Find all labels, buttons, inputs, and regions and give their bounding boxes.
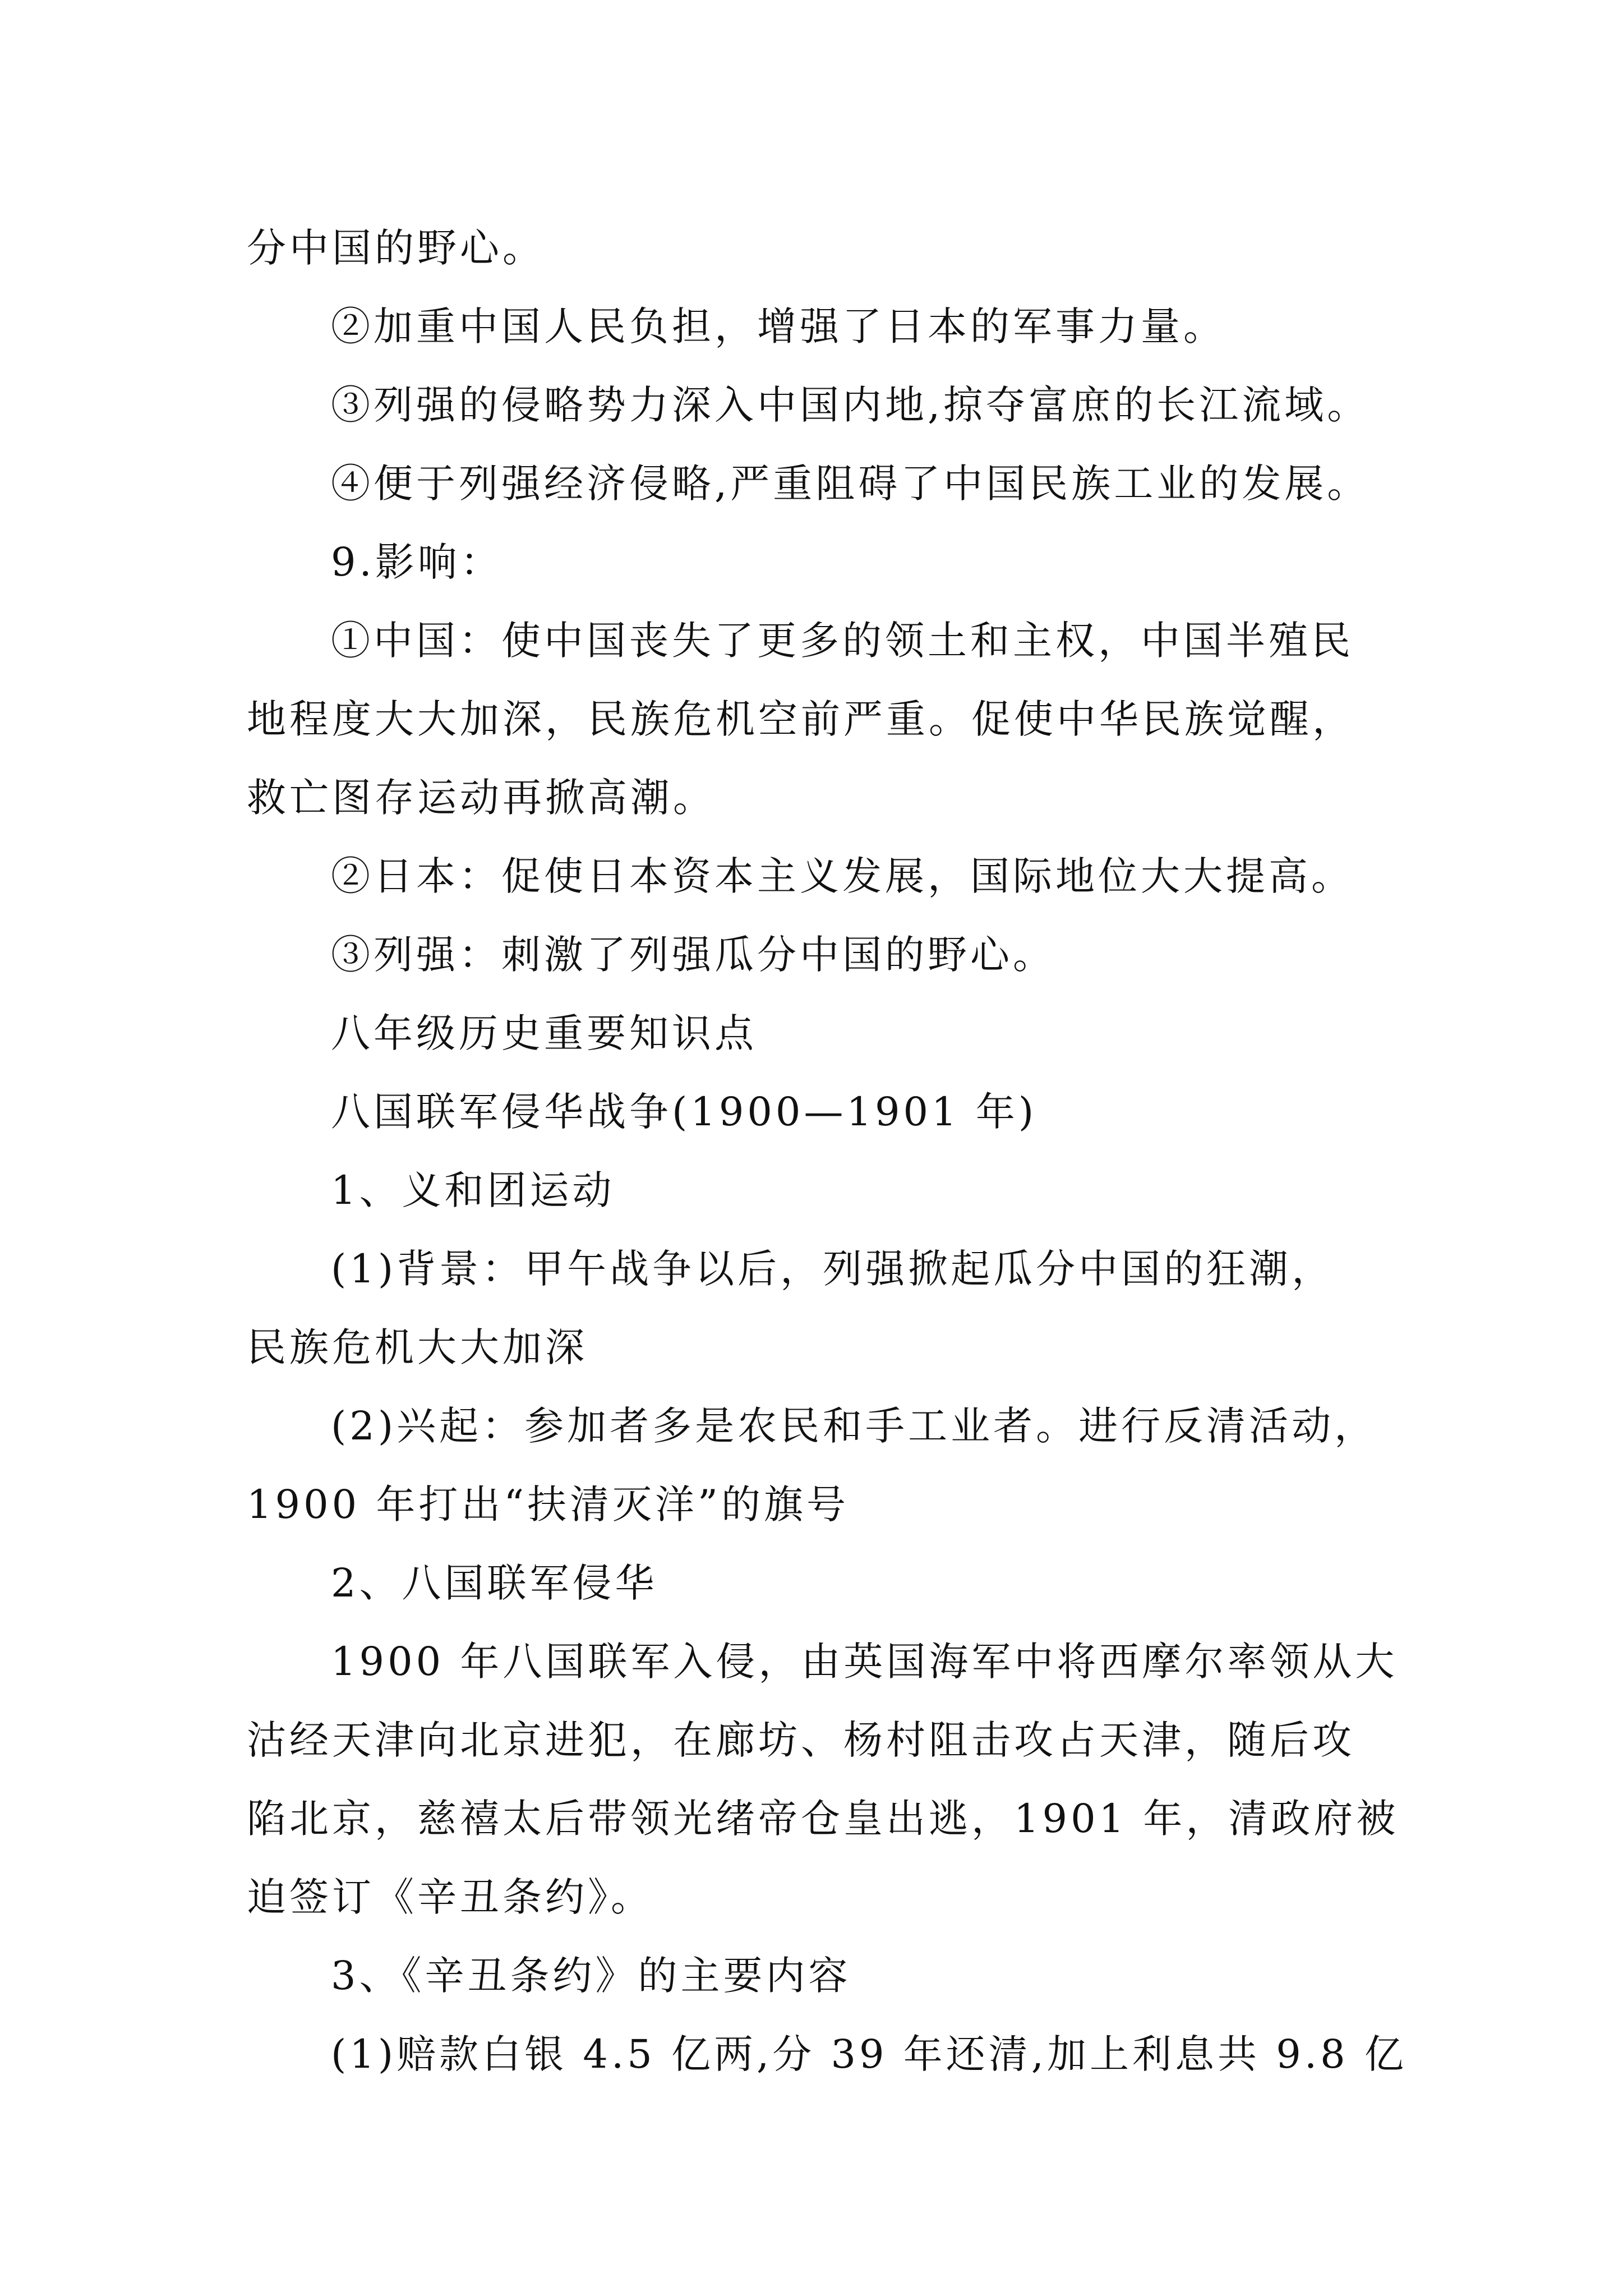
text-line: (1)赔款白银 4.5 亿两,分 39 年还清,加上利息共 9.8 亿 — [331, 2031, 1407, 2077]
text-line: (1)背景：甲午战争以后，列强掀起瓜分中国的狂潮， — [331, 1246, 1335, 1292]
text-line: 陷北京，慈禧太后带领光绪帝仓皇出逃，1901 年，清政府被 — [247, 1796, 1399, 1842]
section-heading: 2、八国联军侵华 — [331, 1560, 658, 1606]
document-body — [247, 209, 1419, 2093]
text-line: 1900 年打出“扶清灭洋”的旗号 — [247, 1481, 849, 1527]
text-line: ③列强的侵略势力深入中国内地,掠夺富庶的长江流域。 — [331, 382, 1370, 428]
section-heading: 八国联军侵华战争(1900—1901 年) — [331, 1089, 1038, 1135]
text-line: ④便于列强经济侵略,严重阻碍了中国民族工业的发展。 — [331, 461, 1370, 507]
section-heading: 1、义和团运动 — [331, 1167, 615, 1213]
text-line: ②日本：促使日本资本主义发展，国际地位大大提高。 — [331, 853, 1354, 899]
text-line: 地程度大大加深，民族危机空前严重。促使中华民族觉醒， — [247, 696, 1355, 742]
text-line: 1900 年八国联军入侵，由英国海军中将西摩尔率领从大 — [331, 1639, 1398, 1685]
section-title: 八年级历史重要知识点 — [331, 1010, 757, 1056]
text-line: (2)兴起：参加者多是农民和手工业者。进行反清活动， — [331, 1403, 1377, 1449]
section-heading: 9.影响： — [331, 539, 503, 585]
text-line: ③列强：刺激了列强瓜分中国的野心。 — [331, 932, 1055, 978]
text-line: 分中国的野心。 — [247, 225, 545, 271]
section-heading: 3、《辛丑条约》的主要内容 — [331, 1953, 851, 1999]
text-line: 民族危机大大加深 — [247, 1324, 588, 1370]
text-line: 沽经天津向北京进犯，在廊坊、杨村阻击攻占天津，随后攻 — [247, 1717, 1355, 1763]
text-line: 迫签订《辛丑条约》。 — [247, 1874, 653, 1920]
text-line: ②加重中国人民负担，增强了日本的军事力量。 — [331, 303, 1226, 349]
text-line: ①中国：使中国丧失了更多的领土和主权，中国半殖民 — [331, 618, 1354, 664]
text-line: 救亡图存运动再掀高潮。 — [247, 775, 716, 821]
